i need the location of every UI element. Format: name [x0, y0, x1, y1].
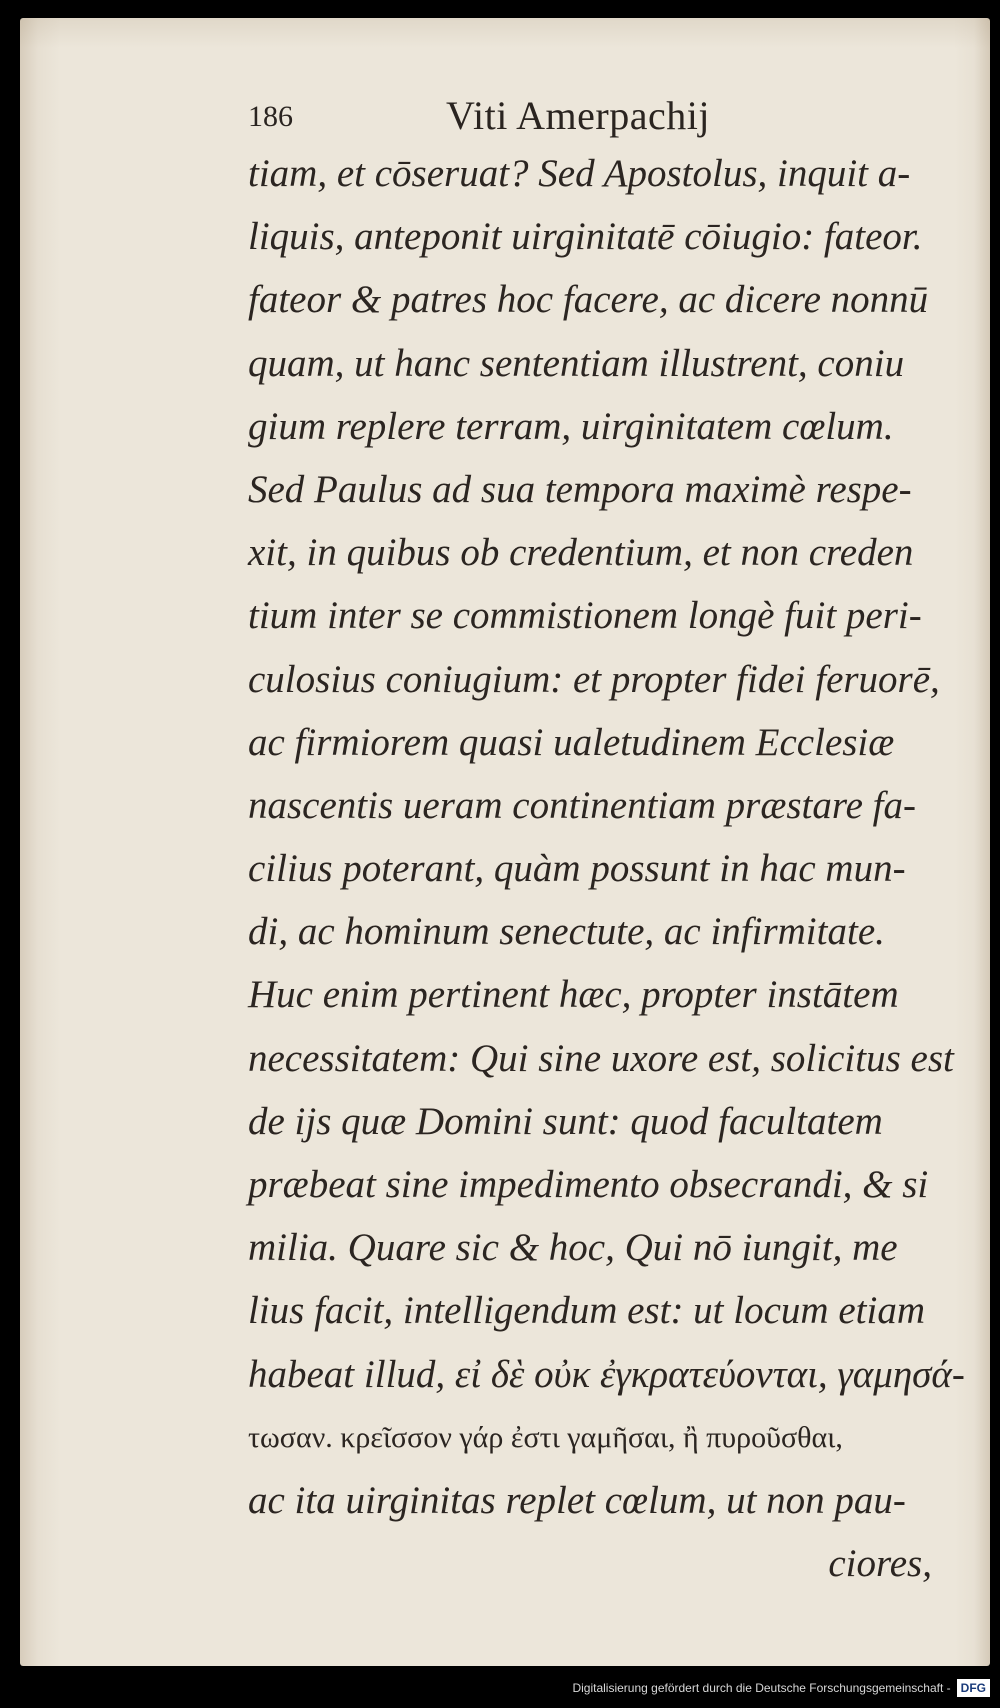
text-line: cilius poterant, quàm possunt in hac mun-	[248, 847, 906, 891]
text-line: ac firmiorem quasi ualetudinem Ecclesiæ	[248, 720, 895, 764]
text-line: milia. Quare sic & hoc, Qui nō iungit, me	[248, 1226, 898, 1270]
text-line: Huc enim pertinent hæc, propter instātem	[248, 973, 899, 1017]
text-line: culosius coniugium: et propter fidei feruorē,	[248, 657, 940, 701]
text-line: liquis, anteponit uirginitatē cōiugio: fateor.	[248, 215, 923, 259]
text-line: ac ita uirginitas replet cœlum, ut non pau-	[248, 1478, 906, 1522]
text-line: tium inter se commistionem longè fuit peri-	[248, 594, 922, 638]
text-line: gium replere terram, uirginitatem cœlum.	[248, 404, 894, 448]
text-line: habeat illud, εἰ δὲ οὐκ ἐγκρατεύονται, γαμησά-	[248, 1352, 965, 1396]
text-line: de ijs quæ Domini sunt: quod facultatem	[248, 1099, 883, 1143]
text-line: xit, in quibus ob credentium, et non creden	[248, 531, 914, 575]
text-line: quam, ut hanc sententiam illustrent, coniu	[248, 341, 905, 385]
footer-credit: Digitalisierung gefördert durch die Deutsche Forschungsgemeinschaft -	[572, 1681, 951, 1695]
digitization-footer	[572, 1676, 990, 1700]
text-line: di, ac hominum senectute, ac infirmitate.	[248, 910, 885, 954]
text-line: Sed Paulus ad sua tempora maximè respe-	[248, 467, 912, 511]
text-line: necessitatem: Qui sine uxore est, solicitus est	[248, 1036, 954, 1080]
dfg-logo: DFG	[957, 1679, 990, 1697]
catchword: ciores,	[828, 1542, 932, 1586]
text-line: nascentis ueram continentiam præstare fa-	[248, 783, 916, 827]
text-line-greek: τωσαν. κρεῖσσον γάρ ἐστι γαμῆσαι, ἢ πυροῦσθαι,	[248, 1420, 843, 1454]
text-line: lius facit, intelligendum est: ut locum etiam	[248, 1289, 925, 1333]
text-line: tiam, et cōseruat? Sed Apostolus, inquit a-	[248, 152, 911, 195]
text-block	[248, 142, 965, 1595]
text-line: fateor & patres hoc facere, ac dicere nonnū	[248, 278, 929, 322]
page-number: 186	[248, 100, 293, 133]
text-line: præbeat sine impedimento obsecrandi, & si	[248, 1163, 929, 1206]
page-header	[248, 92, 848, 146]
running-head: Viti Amerpachij	[446, 93, 710, 138]
